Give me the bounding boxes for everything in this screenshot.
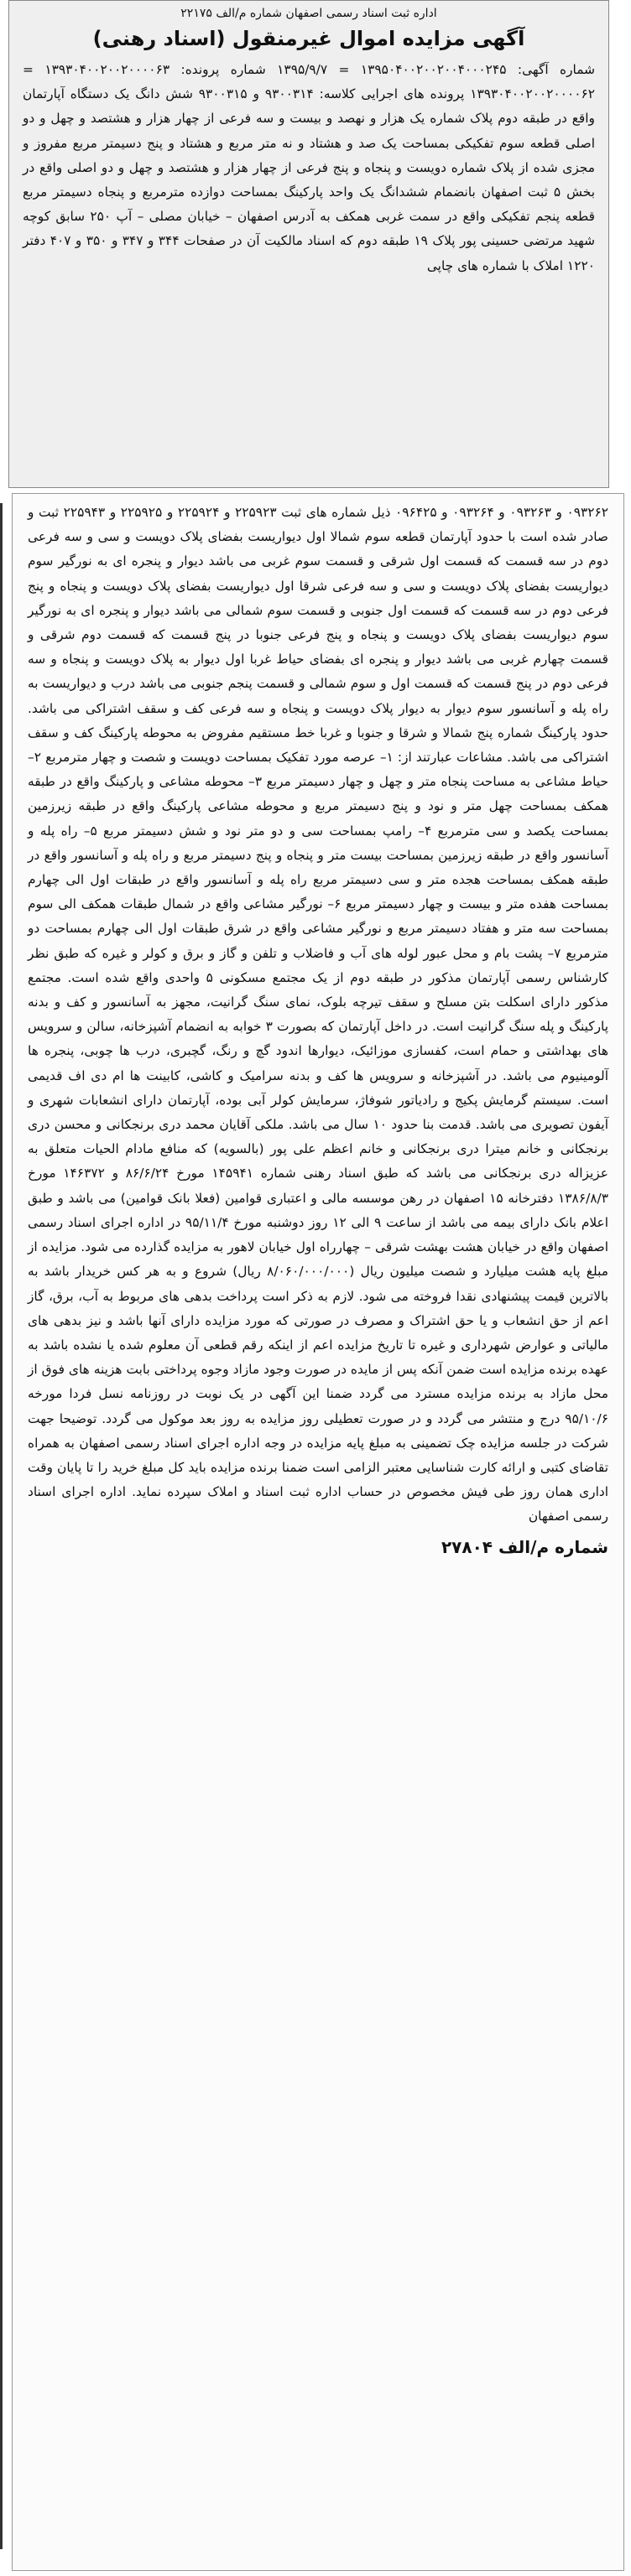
clipping-edge-mark <box>0 503 9 2549</box>
main-clipping <box>12 493 624 2571</box>
header-strip: اداره ثبت اسناد رسمی اصفهان شماره م/الف ۲۲۱۷۵ <box>180 7 437 20</box>
notice-paragraph-part1: شماره آگهی: ۱۳۹۵۰۴۰۰۲۰۰۲۰۰۴۰۰۰۲۴۵ = ۱۳۹۵/۹/۷ شماره پرونده: ۱۳۹۳۰۴۰۰۲۰۰۲۰۰۰۰۶۳ = ۱۳۹۳۰۴۰۰۲۰۰۲۰۰۰۰۶۲ پرونده های اجرایی کلاسه: ۹۳۰۰۳۱۴ و ۹۳۰۰۳۱۵ شش دانگ یک دستگاه آپارتمان واقع در طبقه دوم پلاک شماره یک هزار و نهصد و بیست و سه فرعی از چهار هزار و هشتصد و چهل و دو اصلی قطعه سوم تفکیکی بمساحت یک صد و هشتاد و نه متر مربع و هشتاد و پنج دسیمتر مربع مفروز و مجزی شده از پلاک شماره دویست و پنجاه و پنج فرعی از چهار هزار و هشتصد و چهل و دو اصلی واقع در بخش ۵ ثبت اصفهان بانضمام ششدانگ یک واحد پارکینگ بمساحت دوازده مترمربع و پنجاه دسیمتر مربع قطعه پنجم تفکیکی واقع در سمت غربی همکف به آدرس اصفهان – خیابان مصلی – آپ ۲۵۰ سابق کوچه شهید مرتضی حسینی پور پلاک ۱۹ طبقه دوم که اسناد مالکیت آن در صفحات ۳۴۴ و ۳۴۷ و ۳۵۰ و ۴۰۷ دفتر ۱۲۲۰ املاک با شماره های چاپی <box>23 62 596 273</box>
top-clipping <box>8 0 609 488</box>
reference-number: شماره م/الف ۲۷۸۰۴ <box>441 1536 608 1557</box>
notice-paragraph-part2: ۰۹۳۲۶۲ و ۰۹۳۲۶۳ و ۰۹۳۲۶۴ و ۰۹۶۴۲۵ ذیل شماره های ثبت ۲۲۵۹۲۳ و ۲۲۵۹۲۴ و ۲۲۵۹۲۵ و ۲۲۵۹۴۳ ثبت و صادر شده است با حدود آپارتمان قطعه سوم شمالا اول دیواریست بفضای پلاک دویست و سی و سه فرعی دوم در سه قسمت که قسمت اول شرقی و قسمت سوم غربی می باشد دیوار و پنجره ای به نورگیر سوم دیواریست بفضای پلاک دویست و سی و سه فرعی شرقا اول دیواریست بفضای پلاک دویست و پنجاه و پنج فرعی دوم در سه قسمت که قسمت اول جنوبی و قسمت سوم شمالی می باشد دیوار و پنجره ای به نورگیر سوم دیواریست بفضای پلاک دویست و پنجاه و پنج فرعی جنوبا در پنج قسمت که قسمت دوم شرقی و قسمت چهارم غربی می باشد دیوار و پنجره ای بفضای حیاط غربا اول دیوار به پلاک دویست و پنجاه و سه فرعی دوم در پنج قسمت که قسمت اول و سوم شمالی و قسمت پنجم جنوبی می باشد درب و دیواریست به راه پله و آسانسور سوم دیوار به دیوار پلاک دویست و پنجاه و سه فرعی کف و سقف اشتراکی می باشد. حدود پارکینگ شماره پنج شمالا و شرقا و جنوبا و غربا خط مستقیم مفروض به محوطه پارکینگ کف و سقف اشتراکی می باشد. مشاعات عبارتند از: ۱– عرصه مورد تفکیک بمساحت دویست و شصت و چهار مترمربع ۲– حیاط مشاعی به مساحت پنجاه متر و چهل و چهار دسیمتر مربع ۳– محوطه مشاعی و پارکینگ واقع در طبقه همکف بمساحت چهل متر و نود و پنج دسیمتر مربع و محوطه مشاعی پارکینگ واقع در طبقه زیرزمین بمساحت یکصد و سی مترمربع ۴– رامپ بمساحت سی و دو متر نود و شش دسیمتر مربع ۵– راه پله و آسانسور واقع در طبقه زیرزمین بمساحت بیست متر و پنجاه و پنج دسیمتر مربع و راه پله و آسانسور واقع در طبقه همکف بمساحت هجده متر و سی دسیمتر مربع راه پله و آسانسور واقع در طبقات اول الی چهارم بمساحت هفده متر و بیست و چهار دسیمتر مربع ۶– نورگیر مشاعی واقع در شمال طبقات همکف الی سوم بمساحت سه متر و هفتاد دسیمتر مربع و نورگیر مشاعی واقع در شرق طبقات اول الی چهارم بمساحت دو مترمربع ۷– پشت بام و محل عبور لوله های آب و فاضلاب و تلفن و گاز و برق و کولر و غیره که طبق نظر کارشناس رسمی آپارتمان مذکور در طبقه دوم از یک مجتمع مسکونی ۵ واحدی واقع شده است. مجتمع مذکور دارای اسکلت بتن مسلح و سقف تیرچه بلوک، نمای سنگ گرانیت، مجهز به آسانسور و کف و بدنه پارکینگ و پله سنگ گرانیت است. در داخل آپارتمان که بصورت ۳ خوابه به انضمام آشپزخانه، سالن و سرویس های بهداشتی و حمام است، کفسازی موزائیک، دیوارها اندود گچ و رنگ، گچبری، درب ها چوبی، پنجره ها آلومینیوم می باشد. در آشپزخانه و سرویس ها کف و بدنه سرامیک و کاشی، کابینت ها ام دی اف قدیمی است. سیستم گرمایش پکیج و رادیاتور شوفاژ، سرمایش کولر آبی بوده، آپارتمان دارای انشعابات شهری و آیفون تصویری می باشد. قدمت بنا حدود ۱۰ سال می باشد. ملکی آقایان محمد دری برنجکانی و محسن دری برنجکانی و خانم میترا دری برنجکانی و خانم اعظم علی پور (بالسویه) که منافع مادام الحیات متعلق به عزیزاله دری برنجکانی می باشد که طبق اسناد رهنی شماره ۱۴۵۹۴۱ مورخ ۸۶/۶/۲۴ و ۱۴۶۳۷۲ مورخ ۱۳۸۶/۸/۳ دفترخانه ۱۵ اصفهان در رهن موسسه مالی و اعتباری قوامین (فعلا بانک قوامین) می باشد و طبق اعلام بانک دارای بیمه می باشد از ساعت ۹ الی ۱۲ روز دوشنبه مورخ ۹۵/۱۱/۴ در اداره اجرای اسناد رسمی اصفهان واقع در خیابان هشت بهشت شرقی – چهارراه اول خیابان لاهور به مزایده گذارده می شود. مزایده از مبلغ پایه هشت میلیارد و شصت میلیون ریال (۸/۰۶۰/۰۰۰/۰۰۰ ریال) شروع و به هر کس خریدار باشد به بالاترین قیمت پیشنهادی نقدا فروخته می شود. لازم به ذکر است پرداخت بدهی های مربوط به آب، برق، گاز اعم از حق انشعاب و یا حق اشتراک و مصرف در صورتی که مورد مزایده دارای آنها باشد و نیز بدهی های مالیاتی و عوارض شهرداری و غیره تا تاریخ مزایده اعم از اینکه رقم قطعی آن معلوم شده یا نشده باشد به عهده برنده مزایده است ضمن آنکه پس از مایده در صورت وجود مازاد وجوه پرداختی بابت هزینه های فوق از محل مازاد به برنده مزایده مسترد می گردد ضمنا این آگهی در یک نوبت در روزنامه نسل فردا مورخه ۹۵/۱۰/۶ درج و منتشر می گردد و در صورت تعطیلی روز مزایده به روز بعد موکول می گردد. توضیحا جهت شرکت در جلسه مزایده چک تضمینی به مبلغ پایه مزایده در وجه اداره اجرای اسناد رسمی اصفهان به همراه تقاضای کتبی و ارائه کارت شناسایی معتبر الزامی است ضمنا برنده مزایده باید کل مبلغ خرید را تا پایان وقت اداری همان روز طی فیش مخصوص در حساب اداره ثبت اسناد و املاک سپرده نماید. اداره اجرای اسناد رسمی اصفهان <box>28 505 609 1524</box>
notice-title: آگهی مزایده اموال غیرمنقول (اسناد رهنی) <box>92 27 525 50</box>
